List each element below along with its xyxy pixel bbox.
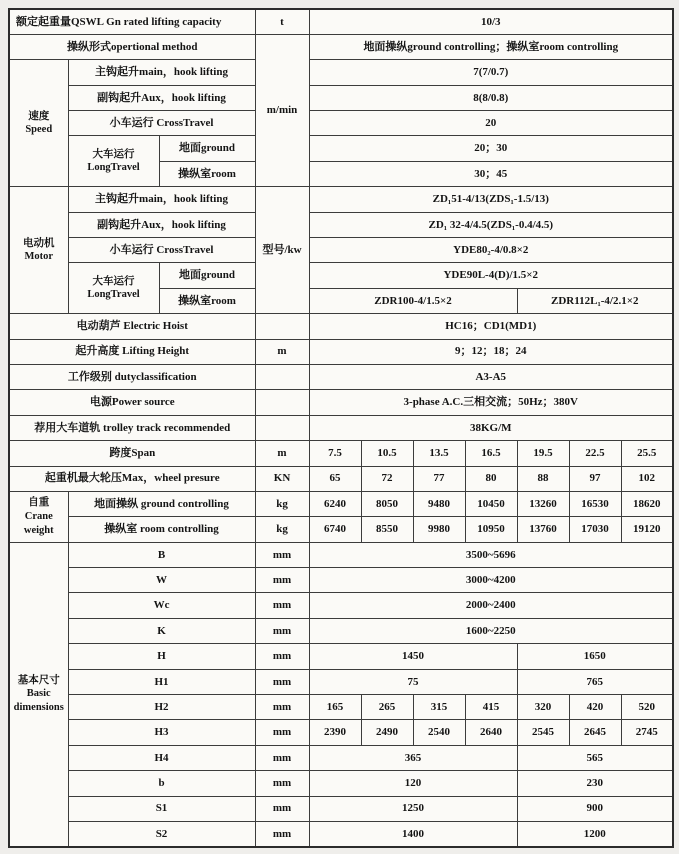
wheel-pressure-value-2: 72 bbox=[361, 466, 413, 491]
row-dim-H4 bbox=[9, 745, 673, 770]
wheel-pressure-value-4: 80 bbox=[465, 466, 517, 491]
weight-category bbox=[9, 491, 68, 542]
motor-longtravel-zh: 大车运行 bbox=[92, 275, 135, 287]
dim-H2-value-3: 315 bbox=[413, 695, 465, 720]
row-lifting-height bbox=[9, 339, 673, 364]
dim-H4-value-right: 565 bbox=[517, 745, 673, 770]
power-source-label: 电源Power source bbox=[9, 390, 255, 415]
dim-K-value: 1600~2250 bbox=[309, 618, 673, 643]
row-dim-S1 bbox=[9, 796, 673, 821]
span-unit: m bbox=[255, 441, 309, 466]
duty-classification-unit bbox=[255, 364, 309, 389]
wheel-pressure-label: 起重机最大轮压Max，wheel presure bbox=[9, 466, 255, 491]
row-dim-H bbox=[9, 644, 673, 669]
row-dim-K bbox=[9, 618, 673, 643]
lifting-height-label: 起升高度 Lifting Height bbox=[9, 339, 255, 364]
motor-longtravel-label bbox=[68, 263, 159, 314]
dim-W-label: W bbox=[68, 568, 255, 593]
trolley-track-value: 38KG/M bbox=[309, 415, 673, 440]
duty-classification-value: A3-A5 bbox=[309, 364, 673, 389]
motor-room-value-right: ZDR112L₁-4/2.1×2 bbox=[517, 288, 673, 313]
weight-ground-unit: kg bbox=[255, 491, 309, 516]
weight-room-label: 操纵室 room controlling bbox=[68, 517, 255, 542]
weight-room-value-2: 8550 bbox=[361, 517, 413, 542]
weight-ground-value-6: 16530 bbox=[569, 491, 621, 516]
dim-H3-value-4: 2640 bbox=[465, 720, 517, 745]
dim-H1-label: H1 bbox=[68, 669, 255, 694]
dim-H3-value-6: 2645 bbox=[569, 720, 621, 745]
motor-ground-label: 地面ground bbox=[159, 263, 255, 288]
motor-room-value-left: ZDR100-4/1.5×2 bbox=[309, 288, 517, 313]
row-speed-long-ground bbox=[9, 136, 673, 161]
dim-H1-value-right: 765 bbox=[517, 669, 673, 694]
speed-main-label: 主钩起升main，hook lifting bbox=[68, 60, 255, 85]
motor-cross-value: YDE80₂-4/0.8×2 bbox=[309, 238, 673, 263]
lifting-height-unit: m bbox=[255, 339, 309, 364]
weight-room-value-5: 13760 bbox=[517, 517, 569, 542]
dim-H2-value-7: 520 bbox=[621, 695, 673, 720]
dim-b-value-right: 230 bbox=[517, 771, 673, 796]
dims-category bbox=[9, 542, 68, 847]
row-dim-S2 bbox=[9, 822, 673, 847]
wheel-pressure-value-1: 65 bbox=[309, 466, 361, 491]
dim-W-unit: mm bbox=[255, 568, 309, 593]
speed-longtravel-label bbox=[68, 136, 159, 187]
row-motor-aux bbox=[9, 212, 673, 237]
dim-S2-unit: mm bbox=[255, 822, 309, 847]
dim-H4-label: H4 bbox=[68, 745, 255, 770]
operational-method-value: 地面操纵ground controlling；操纵室room controlling bbox=[309, 34, 673, 59]
motor-aux-value: ZD₁ 32-4/4.5(ZDS₁-0.4/4.5) bbox=[309, 212, 673, 237]
row-motor-main bbox=[9, 187, 673, 212]
row-weight-ground bbox=[9, 491, 673, 516]
speed-cross-value: 20 bbox=[309, 111, 673, 136]
wheel-pressure-value-5: 88 bbox=[517, 466, 569, 491]
weight-ground-value-5: 13260 bbox=[517, 491, 569, 516]
dim-B-value: 3500~5696 bbox=[309, 542, 673, 567]
weight-ground-value-3: 9480 bbox=[413, 491, 465, 516]
power-source-unit bbox=[255, 390, 309, 415]
speed-ground-label: 地面ground bbox=[159, 136, 255, 161]
row-weight-room bbox=[9, 517, 673, 542]
dim-H2-value-2: 265 bbox=[361, 695, 413, 720]
weight-room-value-7: 19120 bbox=[621, 517, 673, 542]
dim-b-value-left: 120 bbox=[309, 771, 517, 796]
motor-cross-label: 小车运行 CrossTravel bbox=[68, 238, 255, 263]
row-operational-method bbox=[9, 34, 673, 59]
span-value-1: 7.5 bbox=[309, 441, 361, 466]
dim-H2-value-1: 165 bbox=[309, 695, 361, 720]
dim-Wc-value: 2000~2400 bbox=[309, 593, 673, 618]
dim-S2-value-right: 1200 bbox=[517, 822, 673, 847]
dim-H-value-right: 1650 bbox=[517, 644, 673, 669]
dim-B-label: B bbox=[68, 542, 255, 567]
speed-room-value: 30；45 bbox=[309, 161, 673, 186]
row-dim-W bbox=[9, 568, 673, 593]
speed-longtravel-en: LongTravel bbox=[87, 162, 140, 174]
span-value-5: 19.5 bbox=[517, 441, 569, 466]
electric-hoist-value: HC16；CD1(MD1) bbox=[309, 314, 673, 339]
motor-ground-value: YDE90L-4(D)/1.5×2 bbox=[309, 263, 673, 288]
row-electric-hoist bbox=[9, 314, 673, 339]
dim-B-unit: mm bbox=[255, 542, 309, 567]
speed-main-value: 7(7/0.7) bbox=[309, 60, 673, 85]
motor-main-label: 主钩起升main，hook lifting bbox=[68, 187, 255, 212]
dims-category-zh: 基本尺寸 bbox=[17, 674, 60, 686]
operational-method-label: 操纵形式opertional method bbox=[9, 34, 255, 59]
trolley-track-label: 荐用大车道轨 trolley track recommended bbox=[9, 415, 255, 440]
speed-aux-label: 副钩起升Aux，hook lifting bbox=[68, 85, 255, 110]
row-rated-capacity bbox=[9, 9, 673, 34]
row-dim-B bbox=[9, 542, 673, 567]
dim-S1-unit: mm bbox=[255, 796, 309, 821]
speed-cross-label: 小车运行 CrossTravel bbox=[68, 111, 255, 136]
speed-unit: m/min bbox=[255, 34, 309, 186]
motor-main-value: ZD₁51-4/13(ZDS₁-1.5/13) bbox=[309, 187, 673, 212]
dim-S2-label: S2 bbox=[68, 822, 255, 847]
dim-Wc-label: Wc bbox=[68, 593, 255, 618]
span-value-7: 25.5 bbox=[621, 441, 673, 466]
dim-H1-value-left: 75 bbox=[309, 669, 517, 694]
wheel-pressure-unit: KN bbox=[255, 466, 309, 491]
dim-Wc-unit: mm bbox=[255, 593, 309, 618]
row-power-source bbox=[9, 390, 673, 415]
weight-room-value-6: 17030 bbox=[569, 517, 621, 542]
row-dim-H1 bbox=[9, 669, 673, 694]
dim-H2-unit: mm bbox=[255, 695, 309, 720]
row-duty-classification bbox=[9, 364, 673, 389]
trolley-track-unit bbox=[255, 415, 309, 440]
dim-H3-value-7: 2745 bbox=[621, 720, 673, 745]
speed-category-en: Speed bbox=[25, 124, 53, 136]
dim-S2-value-left: 1400 bbox=[309, 822, 517, 847]
speed-category-zh: 速度 bbox=[28, 110, 50, 122]
power-source-value: 3-phase A.C.三相交流；50Hz；380V bbox=[309, 390, 673, 415]
dim-H2-value-5: 320 bbox=[517, 695, 569, 720]
row-span bbox=[9, 441, 673, 466]
row-speed-cross bbox=[9, 111, 673, 136]
duty-classification-label: 工作级别 dutyclassification bbox=[9, 364, 255, 389]
dim-K-unit: mm bbox=[255, 618, 309, 643]
dim-b-label: b bbox=[68, 771, 255, 796]
speed-ground-value: 20；30 bbox=[309, 136, 673, 161]
dim-H4-unit: mm bbox=[255, 745, 309, 770]
row-speed-main bbox=[9, 60, 673, 85]
motor-category bbox=[9, 187, 68, 314]
weight-category-zh: 自重 bbox=[28, 497, 50, 509]
dims-category-en2: dimensions bbox=[13, 702, 64, 714]
weight-room-value-1: 6740 bbox=[309, 517, 361, 542]
dim-H3-value-1: 2390 bbox=[309, 720, 361, 745]
dim-S1-value-right: 900 bbox=[517, 796, 673, 821]
weight-ground-value-4: 10450 bbox=[465, 491, 517, 516]
motor-unit: 型号/kw bbox=[255, 187, 309, 314]
speed-longtravel-zh: 大车运行 bbox=[92, 148, 135, 160]
lifting-height-value: 9；12；18；24 bbox=[309, 339, 673, 364]
motor-aux-label: 副钩起升Aux，hook lifting bbox=[68, 212, 255, 237]
weight-category-en1: Crane bbox=[24, 510, 53, 522]
row-speed-aux bbox=[9, 85, 673, 110]
electric-hoist-unit bbox=[255, 314, 309, 339]
span-value-3: 13.5 bbox=[413, 441, 465, 466]
weight-ground-value-7: 18620 bbox=[621, 491, 673, 516]
dim-H3-value-5: 2545 bbox=[517, 720, 569, 745]
dim-H2-label: H2 bbox=[68, 695, 255, 720]
row-dim-H3 bbox=[9, 720, 673, 745]
row-motor-cross bbox=[9, 238, 673, 263]
dim-b-unit: mm bbox=[255, 771, 309, 796]
row-motor-long-ground bbox=[9, 263, 673, 288]
dim-H3-label: H3 bbox=[68, 720, 255, 745]
dim-W-value: 3000~4200 bbox=[309, 568, 673, 593]
weight-room-value-4: 10950 bbox=[465, 517, 517, 542]
dim-H3-unit: mm bbox=[255, 720, 309, 745]
row-dim-Wc bbox=[9, 593, 673, 618]
dims-category-en1: Basic bbox=[26, 688, 51, 700]
dim-H-label: H bbox=[68, 644, 255, 669]
rated-capacity-label: 额定起重量QSWL Gn rated lifting capacity bbox=[9, 9, 255, 34]
dim-H3-value-3: 2540 bbox=[413, 720, 465, 745]
weight-ground-value-1: 6240 bbox=[309, 491, 361, 516]
span-label: 跨度Span bbox=[9, 441, 255, 466]
dim-H3-value-2: 2490 bbox=[361, 720, 413, 745]
span-value-6: 22.5 bbox=[569, 441, 621, 466]
motor-category-zh: 电动机 bbox=[23, 237, 55, 249]
motor-room-label: 操纵室room bbox=[159, 288, 255, 313]
motor-longtravel-en: LongTravel bbox=[87, 289, 140, 301]
dim-H2-value-6: 420 bbox=[569, 695, 621, 720]
rated-capacity-unit: t bbox=[255, 9, 309, 34]
dim-H2-value-4: 415 bbox=[465, 695, 517, 720]
dim-S1-label: S1 bbox=[68, 796, 255, 821]
dim-H4-value-left: 365 bbox=[309, 745, 517, 770]
wheel-pressure-value-7: 102 bbox=[621, 466, 673, 491]
dim-H-value-left: 1450 bbox=[309, 644, 517, 669]
dim-H-unit: mm bbox=[255, 644, 309, 669]
row-wheel-pressure bbox=[9, 466, 673, 491]
rated-capacity-value: 10/3 bbox=[309, 9, 673, 34]
speed-aux-value: 8(8/0.8) bbox=[309, 85, 673, 110]
spec-table bbox=[8, 8, 674, 848]
row-dim-b bbox=[9, 771, 673, 796]
dim-S1-value-left: 1250 bbox=[309, 796, 517, 821]
weight-ground-value-2: 8050 bbox=[361, 491, 413, 516]
span-value-4: 16.5 bbox=[465, 441, 517, 466]
dim-K-label: K bbox=[68, 618, 255, 643]
wheel-pressure-value-6: 97 bbox=[569, 466, 621, 491]
weight-room-unit: kg bbox=[255, 517, 309, 542]
row-dim-H2 bbox=[9, 695, 673, 720]
weight-room-value-3: 9980 bbox=[413, 517, 465, 542]
electric-hoist-label: 电动葫芦 Electric Hoist bbox=[9, 314, 255, 339]
span-value-2: 10.5 bbox=[361, 441, 413, 466]
motor-category-en: Motor bbox=[24, 251, 54, 263]
wheel-pressure-value-3: 77 bbox=[413, 466, 465, 491]
dim-H1-unit: mm bbox=[255, 669, 309, 694]
speed-room-label: 操纵室room bbox=[159, 161, 255, 186]
weight-ground-label: 地面操纵 ground controlling bbox=[68, 491, 255, 516]
row-trolley-track bbox=[9, 415, 673, 440]
weight-category-en2: weight bbox=[23, 524, 54, 536]
speed-category bbox=[9, 60, 68, 187]
